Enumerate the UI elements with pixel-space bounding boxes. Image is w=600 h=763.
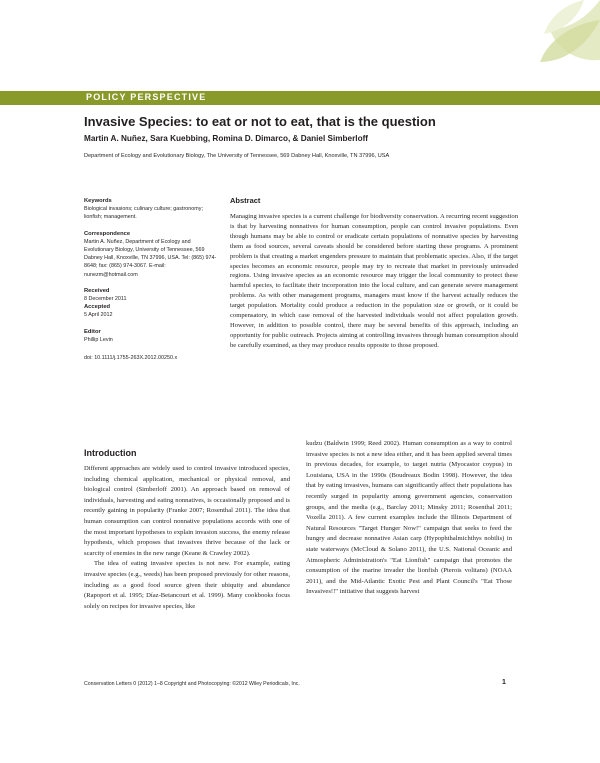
received-heading: Received [84,287,110,294]
leaf-logo-icon [480,0,600,100]
correspondence-heading: Correspondence [84,230,131,237]
intro-paragraph-2: The idea of eating invasive species is not new. For example, eating invasive species (e.g., weeds) has been proposed previously for other reasons, including as a good food source given their ubiquity and abundance (Rapoport et al. 1995; Díaz-Betancourt et al. 1999). Many cookbooks focus solely on recipes for invasive species, like [84,560,290,610]
article-info-sidebar [84,197,219,362]
intro-paragraph-1: Different approaches are widely used to control invasive introduced species, including chemical application, mechanical or physical removal, and biological control (Simberloff 2001). An approach based on removal of individuals, harvesting and eating nonnatives, is occasionally proposed and is recently gaining in popularity (Franke 2007; Rosenthal 2011). The idea that human consumption can control nonnative populations accords with one of the most important hypotheses to explain invasion success, the enemy release hypothesis, which proposes that invasives thrive because of the lack or scarcity of enemies in the new range (Keane & Crawley 2002). [84,465,290,557]
editor-heading: Editor [84,328,101,335]
keywords-text: Biological invasions; culinary culture; gastronomy; lionfish; management. [84,206,203,221]
correspondence-text: Martin A. Nuñez, Department of Ecology and Evolutionary Biology, University of Tennessee, 569 Dabney Hall, Knoxville, TN 37996, USA. Tel: (865) 974-8648; fax: (865) 974-3067. E-mail: nunezm@hotmail.com [84,238,217,278]
affiliation: Department of Ecology and Evolutionary Biology, The University of Tennessee, 569 Dabney Hall, Knoxville, TN 37996, USA [84,153,390,159]
accepted-date: 5 April 2012 [84,312,113,319]
editor-name: Phillip Levin [84,336,113,343]
doi-text: doi: 10.1111/j.1755-263X.2012.00250.x [84,355,178,362]
accepted-heading: Accepted [84,304,111,311]
abstract-heading: Abstract [230,196,261,205]
keywords-heading: Keywords [84,198,112,204]
intro-paragraph-3: kudzu (Baldwin 1999; Reed 2002). Human consumption as a way to control invasive species is not a new idea either, and it has been applied several times in previous decades, for example, to target nutria (Myocastor coypus) in Louisiana, USA in the 1990s (Boudreaux Bodin 1998). However, the idea that by eating invasives, humans can significantly affect their populations has recently surged in popularity among government agencies, conservation groups, and the media (e.g., Barclay 2011; Minsky 2011; Rosenthal 2011; Vozella 2011). A few current examples include the Illinois Department of Natural Resources "Target Hunger Now!" campaign that seeks to feed the hungry and decrease nonnative Asian carp (Hypophthalmichthys nobilis) in state waterways (McCloud & Solano 2011), the U.S. National Oceanic and Atmospheric Administration's "Eat Lionfish" campaign that promotes the consumption of the marine invader the lionfish (Pterois volitans) (NOAA 2011), and the Mid-Atlantic Exotic Pest and Plant Council's "Eat Those Invasives!!" initiative that suggests harvest [306,440,512,596]
page-footer: Conservation Letters 0 (2012) 1–8 Copyright and Photocopying: ©2012 Wiley Periodicals, Inc. [84,681,300,687]
page-number: 1 [502,679,506,686]
section-band [0,91,600,105]
section-label: POLICY PERSPECTIVE [86,92,207,102]
received-date: 8 December 2011 [84,296,127,303]
introduction-heading: Introduction [84,448,137,458]
abstract-body: Managing invasive species is a current challenge for biodiversity conservation. A recurring recent suggestion is that by harvesting nonnatives for human consumption, people can control invasive populations. Even though humans may be able to control or eradicate certain populations of nonnative species by harvesting them as food sources, several caveats should be considered before starting these programs. A prominent problem is that creating a market engenders pressure to maintain that problematic species. Also, if the target species becomes an economic resource, people may try to recreate that market in previously uninvaded regions. Using invasive species as an economic resource may trigger the local community to protect these harmful species, to facilitate their incorporation into the local culture, and can generate severe management problems. As with other management programs, managers must know if the harvest actually reduces the target population. Mortality could produce a reduction in the population size or growth, or it could be compensatory, in which case removal of the harvested individuals would not affect population growth. However, in addition to possible control, there may be several benefits of this approach, including an opportunity for public outreach. Projects aiming at controlling invasives through human consumption should be carefully examined, as they may produce results opposite to those proposed. [230,213,518,349]
body-column-left [84,464,290,612]
paper-title: Invasive Species: to eat or not to eat, that is the question [84,114,436,129]
body-column-right [306,439,512,598]
author-list: Martin A. Nuñez, Sara Kuebbing, Romina D. Dimarco, & Daniel Simberloff [84,134,369,143]
